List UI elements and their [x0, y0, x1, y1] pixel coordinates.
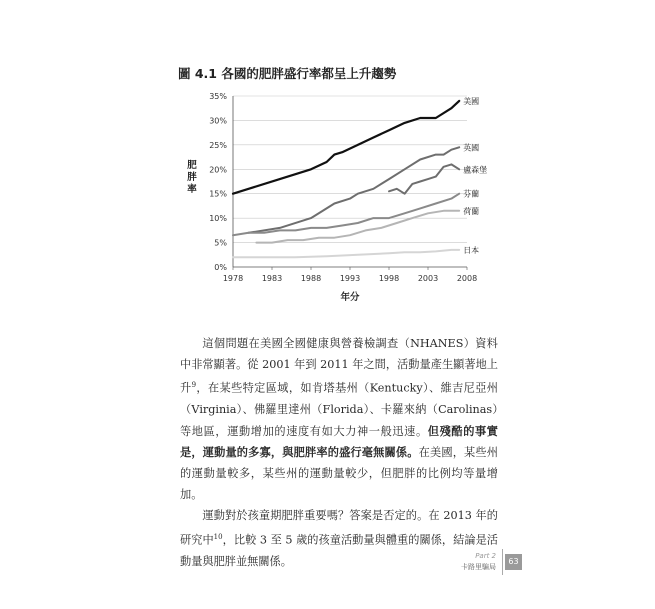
footnote-ref: 10	[213, 532, 223, 541]
x-axis-label: 年分	[340, 292, 360, 303]
y-axis-label-char: 率	[187, 184, 197, 195]
figure-title: 圖 4.1 各國的肥胖盛行率都呈上升趨勢	[178, 66, 397, 81]
page-number: 63	[505, 554, 522, 570]
series-end-label: 英國	[463, 143, 480, 153]
y-tick-label: 15%	[209, 189, 227, 199]
series-line	[249, 147, 460, 233]
series-line	[389, 164, 459, 193]
series-end-label: 盧森堡	[463, 165, 488, 175]
y-tick-label: 35%	[209, 92, 227, 101]
x-tick-label: 2003	[417, 274, 439, 283]
paragraph-1: 這個問題在美國全國健康與營養檢調查（NHANES）資料中非常顯著。從 2001 年到 2011 年之間，活動量產生顯著地上升$^9$，在某些特定區域，如肯塔基州（Kentucky）、維吉尼亞州（Virginia）、佛羅里達州（Florida）、卡羅來納（Carolinas）等地區，運動增加的速度有如大力神一般迅速。但殘酷的事實是，運動量的多寡，與肥胖率的盛行毫無關係。在美國，某些州的運動量較多，某些州的運動量較少，但肥胖的比例均等量增加。	[180, 337, 498, 502]
x-tick-label: 2008	[456, 274, 478, 283]
y-tick-label: 30%	[209, 116, 227, 126]
series-end-label: 荷蘭	[463, 206, 480, 216]
y-axis-label-char: 胖	[187, 172, 197, 183]
chart-series	[233, 101, 459, 257]
obesity-line-chart	[170, 84, 500, 309]
x-tick-label: 1978	[222, 274, 244, 283]
emphasis-text: 但殘酷的事實是，運動量的多寡，與肥胖率的盛行毫無關係。	[180, 423, 498, 459]
y-tick-label: 10%	[209, 214, 227, 224]
body-text	[180, 333, 498, 572]
footnote-ref: 9	[191, 381, 197, 390]
y-axis-label-char: 肥	[187, 160, 197, 171]
series-line	[233, 250, 459, 257]
y-tick-label: 20%	[209, 165, 227, 175]
series-end-label: 芬蘭	[463, 189, 480, 199]
paragraph-2: 運動對於孩童期肥胖重要嗎？答案是否定的。在 2013 年的研究中$^{10}$，比較 3 至 5 歲的孩童活動量與體重的關係，結論是活動量與肥胖並無關係。	[180, 509, 498, 568]
x-tick-label: 1983	[261, 274, 283, 283]
chart-labels	[187, 92, 487, 303]
y-tick-label: 5%	[214, 238, 227, 248]
y-tick-label: 25%	[209, 140, 227, 150]
footer-part-label: Part 2	[475, 552, 496, 560]
series-end-label: 日本	[463, 245, 480, 255]
x-tick-label: 1998	[378, 274, 400, 283]
x-tick-label: 1988	[300, 274, 322, 283]
series-end-label: 美國	[463, 96, 480, 106]
x-tick-label: 1993	[339, 274, 361, 283]
footer-section-label: 卡路里騙局	[461, 563, 496, 571]
footer-divider	[502, 549, 503, 575]
y-tick-label: 0%	[214, 263, 227, 272]
